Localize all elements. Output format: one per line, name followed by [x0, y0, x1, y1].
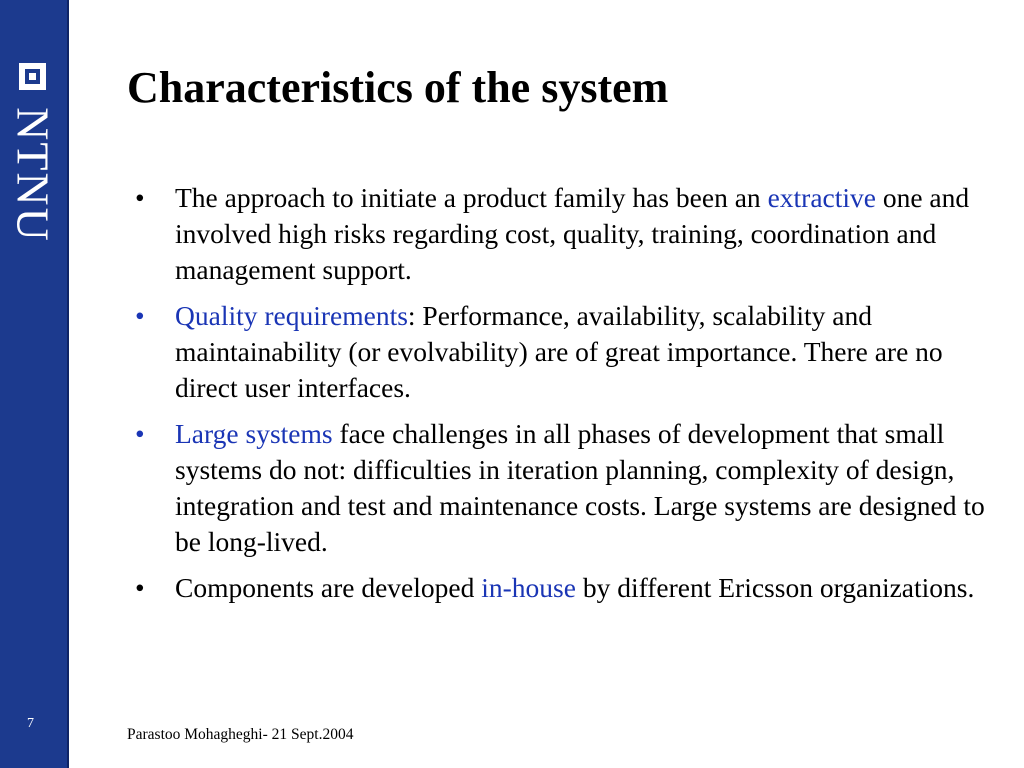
bullet-text: : Performance, availability, scalability and maintainability (or evolvability) are of great importance. There are no direct user interfaces.	[175, 300, 943, 403]
bullet-marker: •	[135, 182, 145, 213]
bullet-marker: •	[135, 572, 145, 603]
ntnu-logo-icon	[19, 63, 46, 90]
bullet-text: by different Ericsson organizations.	[575, 572, 975, 603]
footer-author-date: Parastoo Mohagheghi- 21 Sept.2004	[127, 726, 354, 743]
bullet-text: Components are developed	[175, 572, 482, 603]
bullet-item	[135, 180, 995, 288]
bullet-text: face challenges in all phases of development that small systems do not: difficulties in iteration planning, complexity of design, integration and test and maintenance costs. Large systems are designed to be long-lived.	[175, 418, 985, 557]
slide-number: 7	[27, 716, 34, 731]
logo-text: NTNU	[7, 107, 59, 243]
bullet-marker: •	[135, 418, 145, 449]
bullet-text: one and involved high risks regarding cost, quality, training, coordination and management support.	[175, 182, 970, 285]
bullet-marker: •	[135, 300, 145, 331]
bullet-list	[135, 180, 995, 616]
bullet-item	[135, 416, 995, 560]
bullet-highlight: Quality requirements	[175, 300, 408, 331]
bullet-item	[135, 570, 995, 606]
bullet-highlight: Large systems	[175, 418, 333, 449]
bullet-highlight: extractive	[767, 182, 876, 213]
bullet-highlight: in-house	[481, 572, 576, 603]
bullet-text: The approach to initiate a product family has been an	[175, 182, 768, 213]
sidebar	[0, 0, 69, 768]
slide-title: Characteristics of the system	[127, 63, 669, 112]
bullet-item	[135, 298, 995, 406]
